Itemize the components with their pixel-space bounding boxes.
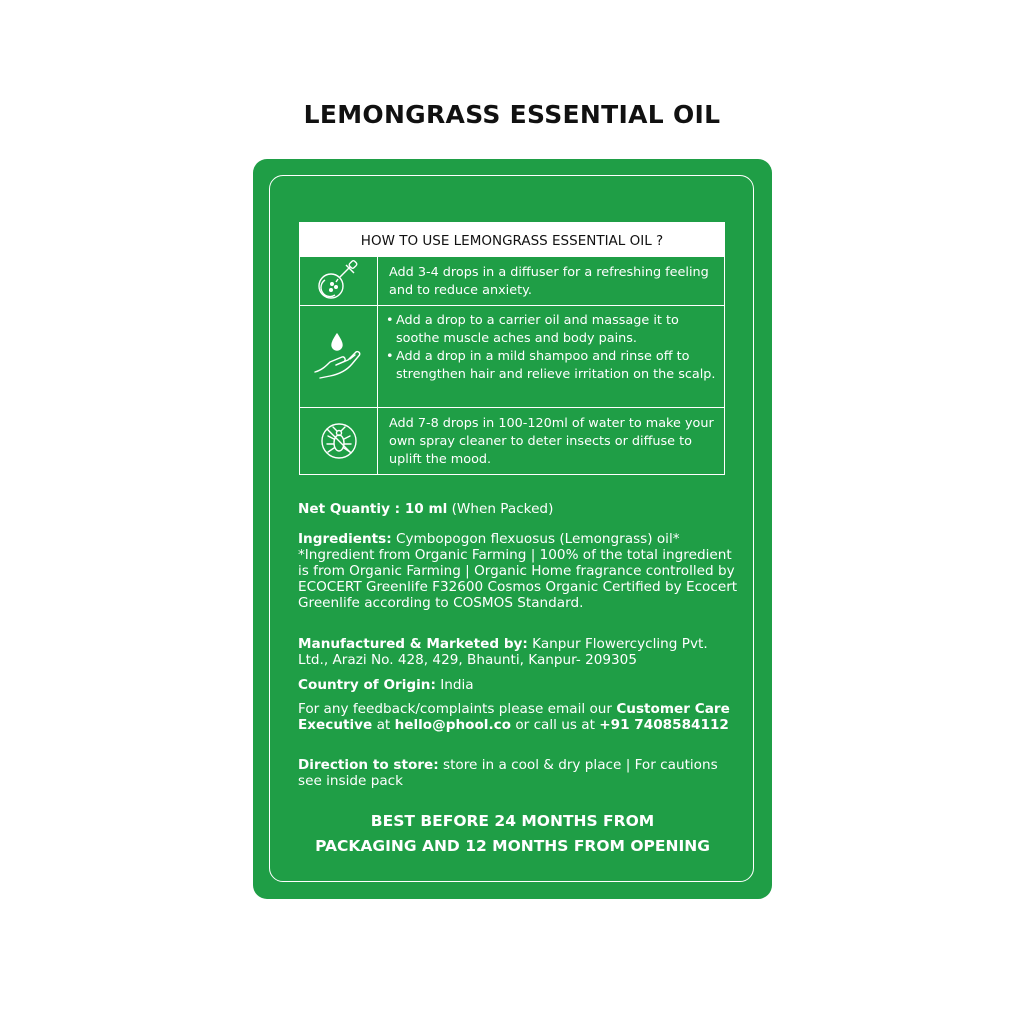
ingredients <box>298 531 738 611</box>
manufacturer-label: Manufactured & Marketed by: <box>298 636 528 652</box>
usage-table <box>299 222 725 475</box>
usage-row-spray <box>300 407 724 474</box>
page-title: LEMONGRASS ESSENTIAL OIL <box>303 100 721 129</box>
best-before-line-1: BEST BEFORE 24 MONTHS FROM <box>370 812 655 830</box>
usage-row-diffuser <box>300 256 724 305</box>
storage-value: store in a cool & dry place | For cautions see inside pack <box>298 757 718 789</box>
country-of-origin <box>298 677 738 693</box>
origin-value: India <box>435 677 474 693</box>
net-quantity-value: (When Packed) <box>447 501 554 517</box>
bullet-text-massage: Add a drop to a carrier oil and massage it to soothe muscle aches and body pains. <box>396 313 679 346</box>
no-insect-icon <box>300 408 378 474</box>
usage-bullets-massage <box>386 312 716 384</box>
ingredients-value: Cymbopogon flexuosus (Lemongrass) oil* *Ingredient from Organic Farming | 100% of the total ingredient is from Organic Farming | Organic Home fragrance controlled by ECOCERT Greenlife F32600 Cosmos Organic Certified by Ecocert Greenlife according to COSMOS Standard. <box>298 531 738 611</box>
origin-label: Country of Origin: <box>298 677 436 693</box>
storage-label: Direction to store: <box>298 757 439 773</box>
customer-care-label: Customer Care Executive <box>298 701 730 733</box>
usage-text-spray: Add 7-8 drops in 100-120ml of water to make your own spray cleaner to deter insects or diffuse to uplift the mood. <box>389 416 714 467</box>
usage-text-diffuser: Add 3-4 drops in a diffuser for a refreshing feeling and to reduce anxiety. <box>389 265 709 298</box>
bullet-text-shampoo: Add a drop in a mild shampoo and rinse off to strengthen hair and relieve irritation on the scalp. <box>396 349 716 382</box>
best-before <box>253 809 772 859</box>
storage-direction <box>298 757 738 789</box>
list-item: • Add a drop in a mild shampoo and rinse off to strengthen hair and relieve irritation on the scalp. <box>386 349 716 382</box>
email-link[interactable]: hello@phool.co <box>394 717 512 733</box>
list-item: • Add a drop to a carrier oil and massage it to soothe muscle aches and body pains. <box>386 312 716 348</box>
net-quantity <box>298 501 738 517</box>
diffuser-dropper-icon <box>300 257 378 305</box>
usage-heading: HOW TO USE LEMONGRASS ESSENTIAL OIL ? <box>300 223 724 256</box>
phone-number: +91 7408584112 <box>599 717 729 733</box>
feedback-contact: For any feedback/complaints please email our Customer Care Executive at hello@phool.co or call us at +91 7408584112 <box>298 701 730 733</box>
hand-drop-icon <box>300 306 378 407</box>
best-before-line-2: PACKAGING AND 12 MONTHS FROM OPENING <box>315 837 710 855</box>
manufacturer <box>298 636 738 668</box>
manufacturer-value: Kanpur Flowercycling Pvt. Ltd., Arazi No. 428, 429, Bhaunti, Kanpur- 209305 <box>298 636 708 668</box>
ingredients-label: Ingredients: <box>298 531 392 547</box>
feedback-text: For any feedback/complaints please email our <box>298 701 617 717</box>
net-quantity-label: Net Quantiy : 10 ml <box>298 501 448 517</box>
usage-row-massage <box>300 305 724 407</box>
